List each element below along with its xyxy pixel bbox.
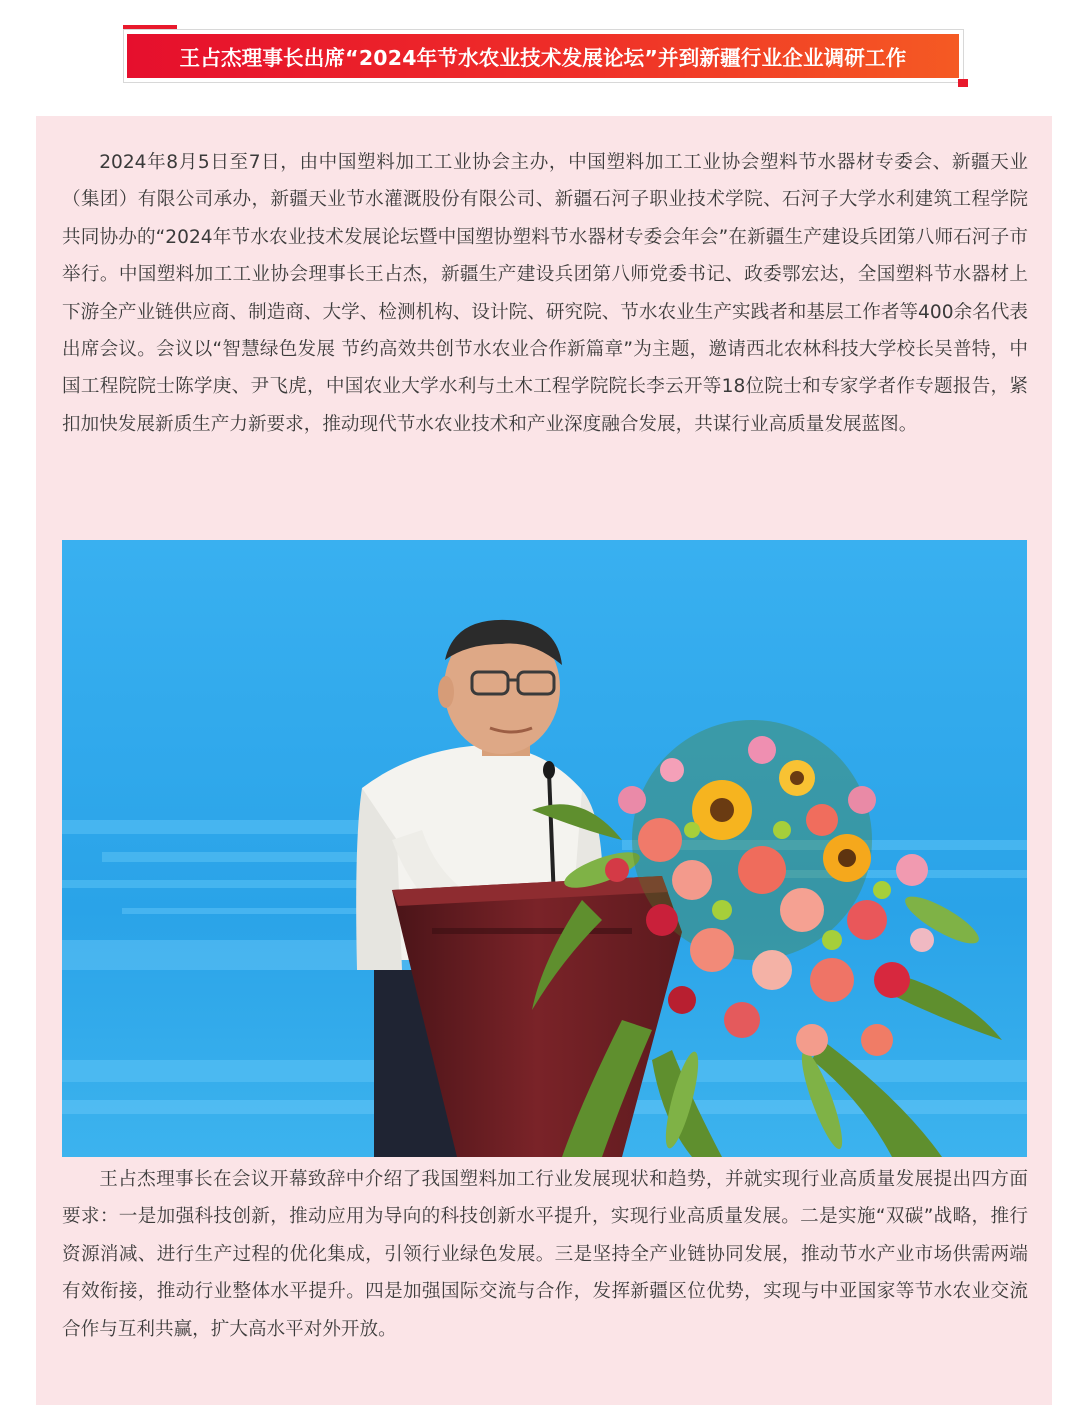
- title-banner: [123, 25, 968, 87]
- article-paragraph-intro: 2024年8月5日至7日，由中国塑料加工工业协会主办，中国塑料加工工业协会塑料节水器材专委会、新疆天业（集团）有限公司承办，新疆天业节水灌溉股份有限公司、新疆石河子职业技术学院、石河子大学水利建筑工程学院共同协办的“2024年节水农业技术发展论坛暨中国塑协塑料节水器材专委会年会”在新疆生产建设兵团第八师石河子市举行。中国塑料加工工业协会理事长王占杰，新疆生产建设兵团第八师党委书记、政委鄂宏达，全国塑料节水器材上下游全产业链供应商、制造商、大学、检测机构、设计院、研究院、节水农业生产实践者和基层工作者等400余名代表出席会议。会议以“智慧绿色发展 节约高效共创节水农业合作新篇章”为主题，邀请西北农林科技大学校长吴普特，中国工程院院士陈学庚、尹飞虎，中国农业大学水利与土木工程学院院长李云开等18位院士和专家学者作专题报告，紧扣加快发展新质生产力新要求，推动现代节水农业技术和产业深度融合发展，共谋行业高质量发展蓝图。: [62, 152, 1028, 435]
- title-accent-top-left: [123, 25, 177, 29]
- article-paragraph-speech: 王占杰理事长在会议开幕致辞中介绍了我国塑料加工行业发展现状和趋势，并就实现行业高质量发展提出四方面要求：一是加强科技创新，推动应用为导向的科技创新水平提升，实现行业高质量发展。二是实施“双碳”战略，推行资源消减、进行生产过程的优化集成，引领行业绿色发展。三是坚持全产业链协同发展，推动节水产业市场供需两端有效衔接，推动行业整体水平提升。四是加强国际交流与合作，发挥新疆区位优势，实现与中亚国家等节水农业交流合作与互利共赢，扩大高水平对外开放。: [62, 1169, 1028, 1340]
- page-title: 王占杰理事长出席“2024年节水农业技术发展论坛”并到新疆行业企业调研工作: [179, 46, 907, 70]
- title-bar: [127, 34, 959, 78]
- speaker-at-podium-illustration: [62, 540, 1027, 1157]
- title-accent-bottom-right: [958, 79, 968, 87]
- article-panel: [36, 116, 1052, 1405]
- speaker-photo: [62, 540, 1027, 1157]
